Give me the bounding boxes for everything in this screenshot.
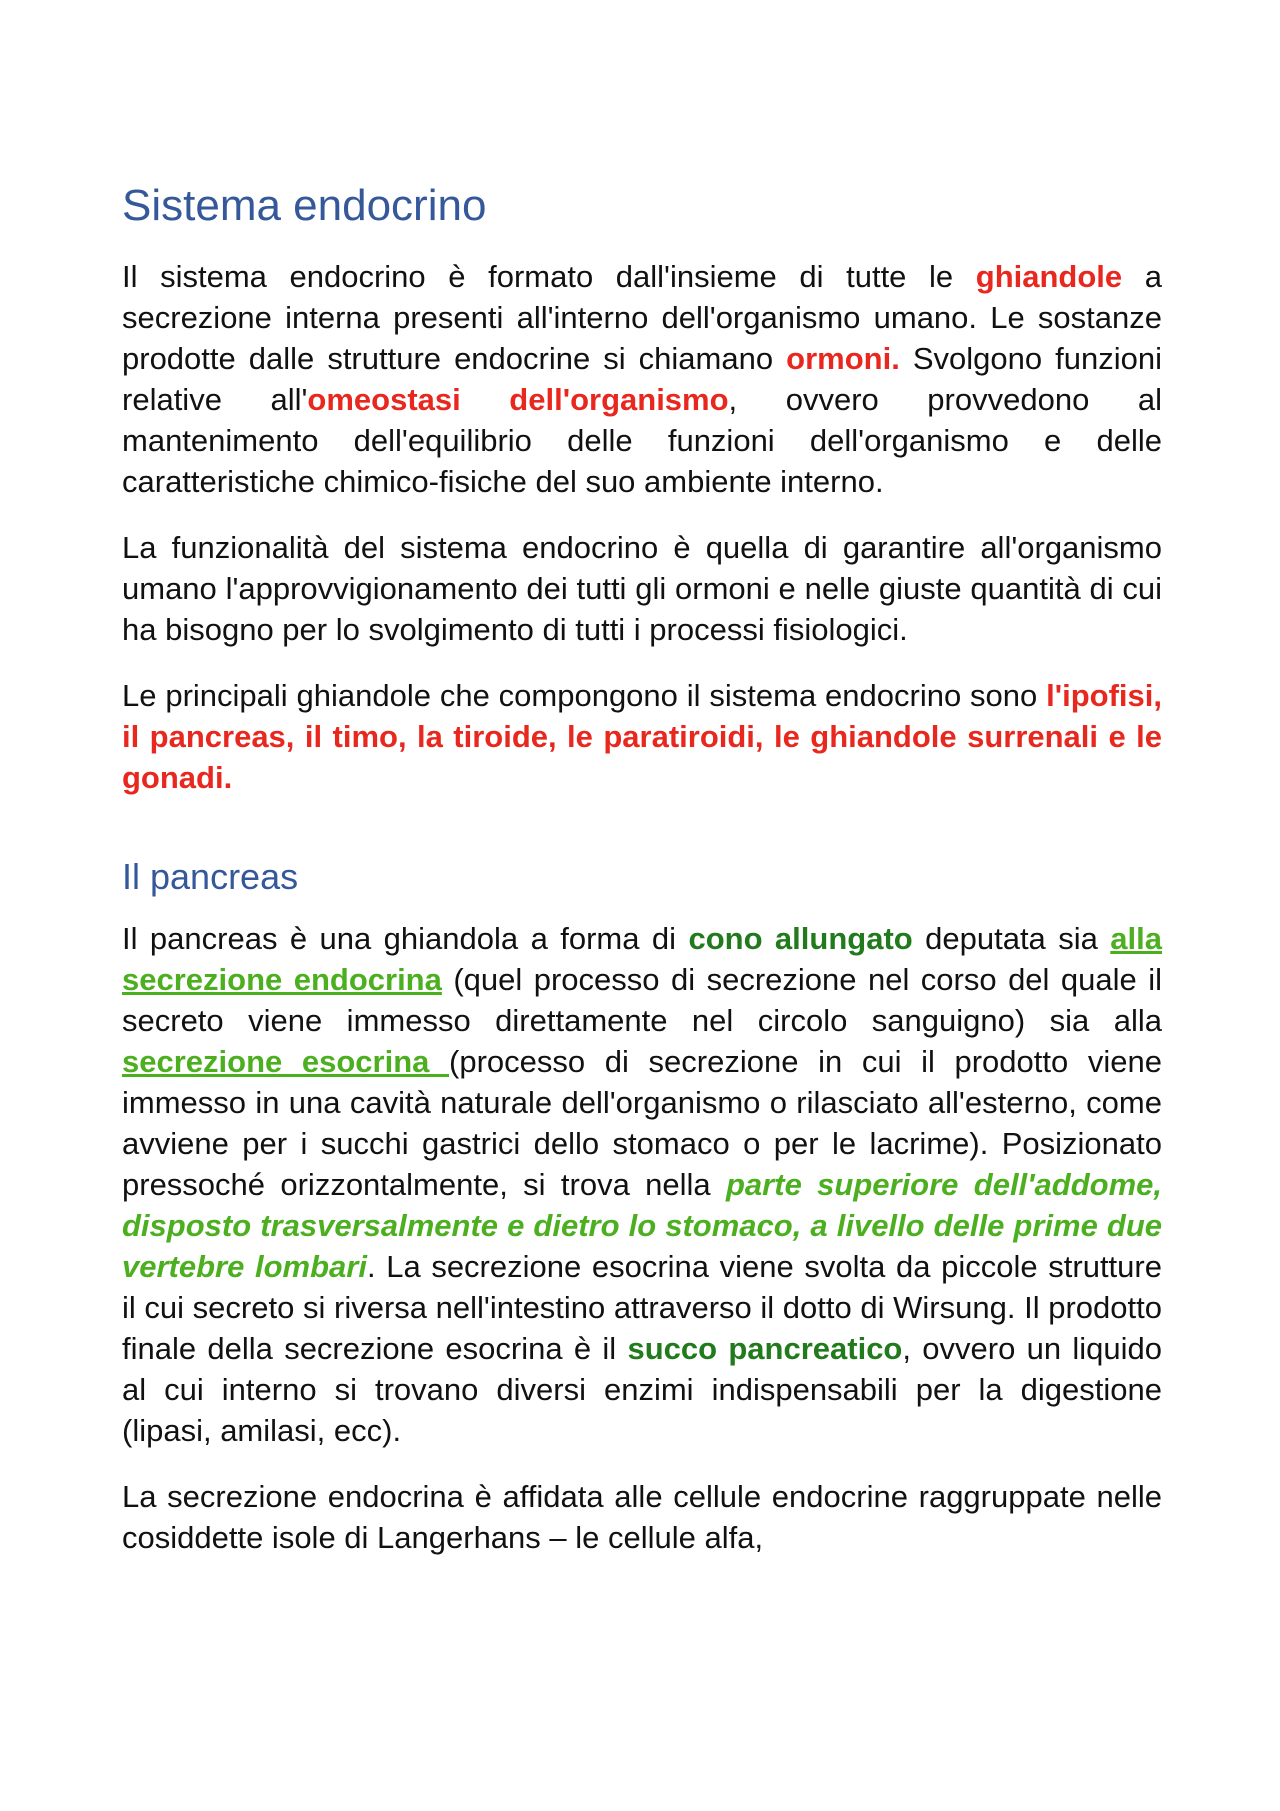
highlight-omeostasi: omeostasi dell'organismo (307, 382, 729, 417)
paragraph-intro (122, 256, 1162, 502)
text-run: (quel processo di secrezione nel corso del quale il secreto viene immesso direttamente nel circolo sanguigno) sia alla (122, 962, 1162, 1038)
highlight-cono-allungato: cono allungato (688, 921, 913, 956)
text-run: . La secrezione esocrina viene svolta da piccole strutture il cui secreto si riversa nell'intestino attraverso il dotto di Wirsung. Il prodotto finale della secrezione esocrina è il (122, 1249, 1162, 1366)
link-secrezione-esocrina[interactable]: secrezione esocrina (122, 1044, 450, 1079)
text-run: (processo di secrezione in cui il prodotto viene immesso in una cavità naturale dell'organismo o rilasciato all'esterno, come avviene per i succhi gastrici dello stomaco o per le lacrime). Posizionato pressoché orizzontalmente, si trova nella (122, 1044, 1162, 1202)
paragraph-funzionalita: La funzionalità del sistema endocrino è quella di garantire all'organismo umano l'approvvigionamento dei tutti gli ormoni e nelle giuste quantità di cui ha bisogno per lo svolgimento di tutti i processi fisiologici. (122, 530, 1162, 647)
highlight-ormoni: ormoni. (786, 341, 900, 376)
document-page (122, 178, 1162, 1583)
text-run: , ovvero un liquido al cui interno si trovano diversi enzimi indispensabili per la digestione (lipasi, amilasi, ecc). (122, 1331, 1163, 1448)
highlight-posizione: parte superiore dell'addome, disposto trasversalmente e dietro lo stomaco, a livello delle prime due vertebre lombari (122, 1167, 1163, 1284)
text-run: deputata sia (912, 921, 1111, 956)
text-run: Svolgono funzioni relative all' (122, 341, 1163, 417)
highlight-succo-pancreatico: succo pancreatico (627, 1331, 903, 1366)
text-run: Il pancreas è una ghiandola a forma di (122, 921, 689, 956)
page-title: Sistema endocrino (122, 181, 487, 230)
highlight-ghiandole: ghiandole (975, 259, 1123, 294)
paragraph-secrezione-endocrina: La secrezione endocrina è affidata alle cellule endocrine raggruppate nelle cosiddette isole di Langerhans – le cellule alfa, (122, 1479, 1162, 1555)
link-secrezione-endocrina[interactable]: alla secrezione endocrina (122, 921, 1162, 997)
paragraph-pancreas (122, 918, 1162, 1451)
text-run: a secrezione interna presenti all'interno dell'organismo umano. Le sostanze prodotte dalle strutture endocrine si chiamano (122, 259, 1162, 376)
paragraph-ghiandole (122, 675, 1162, 798)
text-run: , ovvero provvedono al mantenimento dell'equilibrio delle funzioni dell'organismo e delle caratteristiche chimico-fisiche del suo ambiente interno. (122, 382, 1162, 499)
text-run: Le principali ghiandole che compongono il sistema endocrino sono (122, 678, 1047, 713)
highlight-ghiandole-list: l'ipofisi, il pancreas, il timo, la tiroide, le paratiroidi, le ghiandole surrenali e le gonadi. (122, 678, 1162, 795)
text-run: Il sistema endocrino è formato dall'insieme di tutte le (122, 259, 976, 294)
section-heading: Il pancreas (122, 856, 299, 897)
